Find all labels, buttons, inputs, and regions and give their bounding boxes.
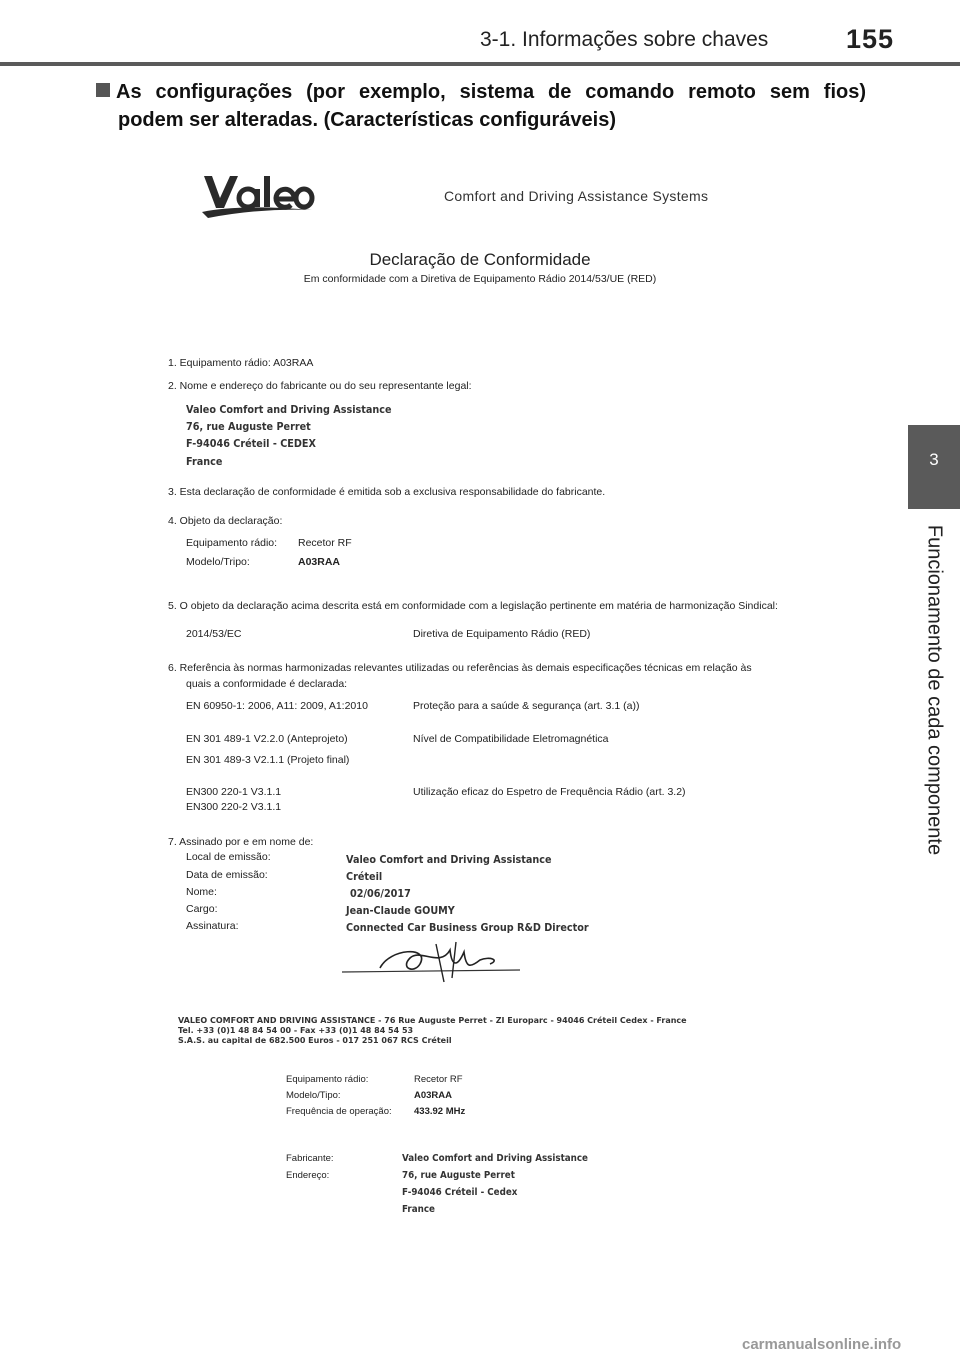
sign-value: Valeo Comfort and Driving Assistance	[346, 854, 552, 866]
header-section-title: 3-1. Informações sobre chaves	[480, 28, 769, 51]
page-number: 155	[846, 24, 895, 54]
chapter-tab: 3	[908, 425, 960, 509]
label-field: Frequência de operação:	[286, 1106, 392, 1117]
directive-name: Diretiva de Equipamento Rádio (RED)	[413, 628, 591, 640]
item-4: 4. Objeto da declaração:	[168, 515, 283, 527]
document-subtitle: Em conformidade com a Diretiva de Equipamento Rádio 2014/53/UE (RED)	[303, 273, 657, 285]
item-3: 3. Esta declaração de conformidade é emitida sob a exclusiva responsabilidade do fabricante.	[168, 486, 606, 498]
manufacturer-address-line: France	[186, 456, 223, 468]
label-value: 433.92 MHz	[414, 1106, 466, 1117]
square-bullet-icon	[96, 83, 110, 97]
label-field: Equipamento rádio:	[286, 1074, 369, 1085]
sign-label: Cargo:	[186, 903, 218, 915]
header-rule	[0, 62, 960, 66]
manufacturer-address-line: F-94046 Créteil - CEDEX	[186, 438, 316, 450]
heading-line-1: As configurações (por exemplo, sistema de comando remoto sem fios)	[96, 78, 866, 106]
sign-value: 02/06/2017	[350, 888, 411, 900]
standard-ref: EN300 220-2 V3.1.1	[186, 801, 282, 813]
standard-ref: EN 60950-1: 2006, A11: 2009, A1:2010	[186, 700, 368, 712]
standard-desc: Proteção para a saúde & segurança (art. 3.1 (a))	[413, 700, 640, 712]
label-value: Valeo Comfort and Driving Assistance	[402, 1153, 588, 1164]
sign-value: Jean-Claude GOUMY	[346, 905, 455, 917]
document-title: Declaração de Conformidade	[369, 250, 591, 269]
label-field: Fabricante:	[286, 1153, 334, 1164]
label-value: A03RAA	[414, 1090, 453, 1101]
watermark: carmanualsonline.info	[742, 1336, 902, 1353]
document-footer: VALEO COMFORT AND DRIVING ASSISTANCE - 76 Rue Auguste Perret - ZI Europarc - 94046 Créteil Cedex - France Tel. +33 (0)1 48 84 54 00 - Fax +33 (0)1 48 84 54 53 S.A.S. au capital de 682.500 Euros - 017 251 067 RCS Créteil	[178, 1016, 687, 1045]
object-label: Modelo/Tripo:	[186, 556, 250, 568]
object-value: A03RAA	[298, 556, 341, 568]
signature-icon	[340, 938, 530, 988]
sign-label: Assinatura:	[186, 920, 239, 932]
label-field: Endereço:	[286, 1170, 330, 1181]
manufacturer-address-line: 76, rue Auguste Perret	[186, 421, 311, 433]
object-label: Equipamento rádio:	[186, 537, 278, 549]
sign-label: Data de emissão:	[186, 869, 268, 881]
label-address-line: France	[402, 1204, 435, 1215]
standard-desc: Nível de Compatibilidade Eletromagnética	[413, 733, 609, 745]
object-value: Recetor RF	[298, 537, 352, 549]
sign-value: Connected Car Business Group R&D Director	[346, 922, 589, 934]
standard-ref: EN 301 489-3 V2.1.1 (Projeto final)	[186, 754, 350, 766]
label-value: Recetor RF	[414, 1074, 463, 1085]
standard-ref: EN300 220-1 V3.1.1	[186, 786, 282, 798]
heading-line-2: podem ser alteradas. (Características configuráveis)	[118, 109, 616, 131]
brand-tagline: Comfort and Driving Assistance Systems	[444, 188, 709, 204]
chapter-title-vertical: Funcionamento de cada componente	[923, 524, 946, 856]
item-1: 1. Equipamento rádio: A03RAA	[168, 357, 314, 369]
manufacturer-address-line: Valeo Comfort and Driving Assistance	[186, 404, 392, 416]
label-field: Modelo/Tipo:	[286, 1090, 341, 1101]
sign-label: Local de emissão:	[186, 851, 271, 863]
label-address-line: 76, rue Auguste Perret	[402, 1170, 515, 1181]
standard-ref: EN 301 489-1 V2.2.0 (Anteprojeto)	[186, 733, 348, 745]
label-address-line: F-94046 Créteil - Cedex	[402, 1187, 518, 1198]
sign-value: Créteil	[346, 871, 383, 883]
sign-label: Nome:	[186, 886, 217, 898]
valeo-logo-icon	[200, 168, 315, 220]
section-heading	[96, 78, 866, 134]
standard-desc: Utilização eficaz do Espetro de Frequência Rádio (art. 3.2)	[413, 786, 686, 798]
directive-code: 2014/53/EC	[186, 628, 242, 640]
item-6-line-2: quais a conformidade é declarada:	[186, 678, 348, 690]
item-2: 2. Nome e endereço do fabricante ou do seu representante legal:	[168, 380, 472, 392]
item-6-line-1: 6. Referência às normas harmonizadas relevantes utilizadas ou referências às demais especificações técnicas em relação às	[168, 662, 752, 674]
item-5: 5. O objeto da declaração acima descrita está em conformidade com a legislação pertinente em matéria de harmonização Sindical:	[168, 600, 778, 612]
item-7: 7. Assinado por e em nome de:	[168, 836, 314, 848]
